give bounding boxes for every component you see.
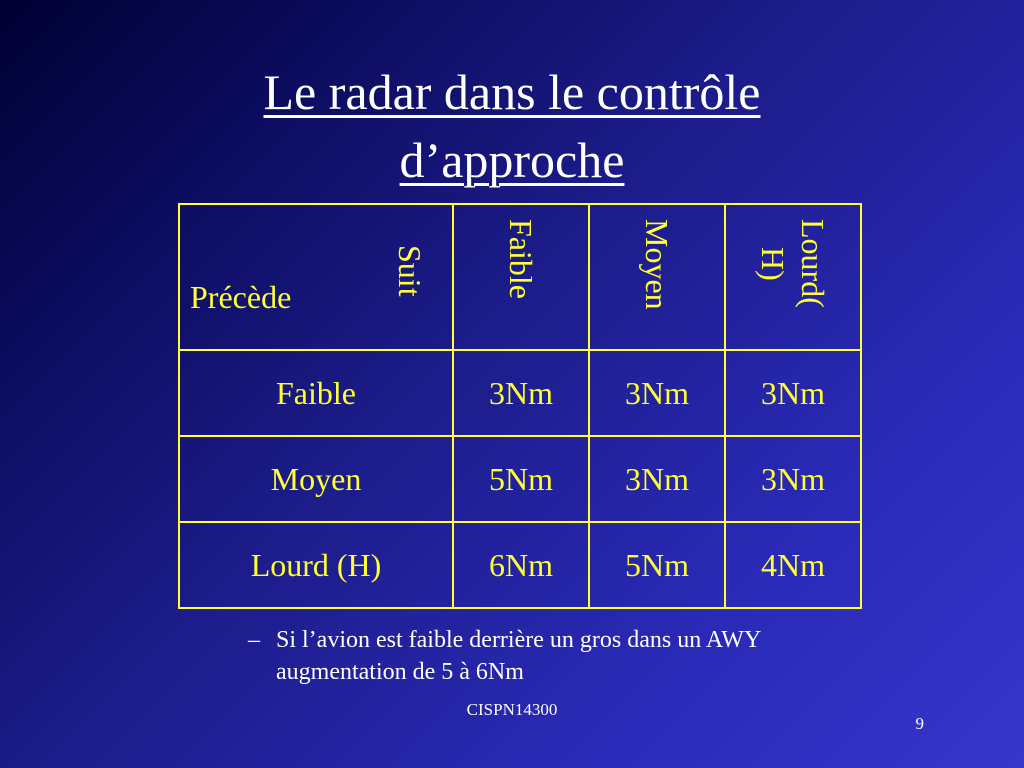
slide-title-line-1: Le radar dans le contrôle	[263, 64, 761, 120]
row-label: Moyen	[179, 436, 453, 522]
bullet-point	[248, 624, 888, 688]
row-label: Faible	[179, 350, 453, 436]
corner-cell	[179, 204, 453, 350]
column-header-lourd: Lourd( H)	[725, 204, 861, 350]
bullet-text: Si l’avion est faible derrière un gros dans un AWY augmentation de 5 à 6Nm	[276, 627, 761, 685]
table-row	[179, 350, 861, 436]
corner-row-label: Précède	[190, 279, 292, 315]
bullet-dash: –	[248, 627, 260, 653]
column-header-moyen: Moyen	[589, 204, 725, 350]
table-cell: 5Nm	[589, 522, 725, 608]
table-cell: 6Nm	[453, 522, 589, 608]
table-row	[179, 436, 861, 522]
page-number: 9	[915, 714, 924, 733]
separation-table	[178, 203, 862, 609]
corner-col-label: Suit	[392, 245, 428, 297]
row-label: Lourd (H)	[179, 522, 453, 608]
slide-title-line-2: d’approche	[399, 132, 625, 188]
column-header-faible: Faible	[453, 204, 589, 350]
table-cell: 3Nm	[725, 436, 861, 522]
footer-label: CISPN14300	[466, 700, 558, 719]
slide-title	[0, 58, 1024, 194]
table-cell: 3Nm	[589, 436, 725, 522]
table-cell: 3Nm	[453, 350, 589, 436]
table-cell: 3Nm	[589, 350, 725, 436]
table-cell: 3Nm	[725, 350, 861, 436]
table-row	[179, 522, 861, 608]
table-cell: 4Nm	[725, 522, 861, 608]
table-header-row	[179, 204, 861, 350]
table-cell: 5Nm	[453, 436, 589, 522]
